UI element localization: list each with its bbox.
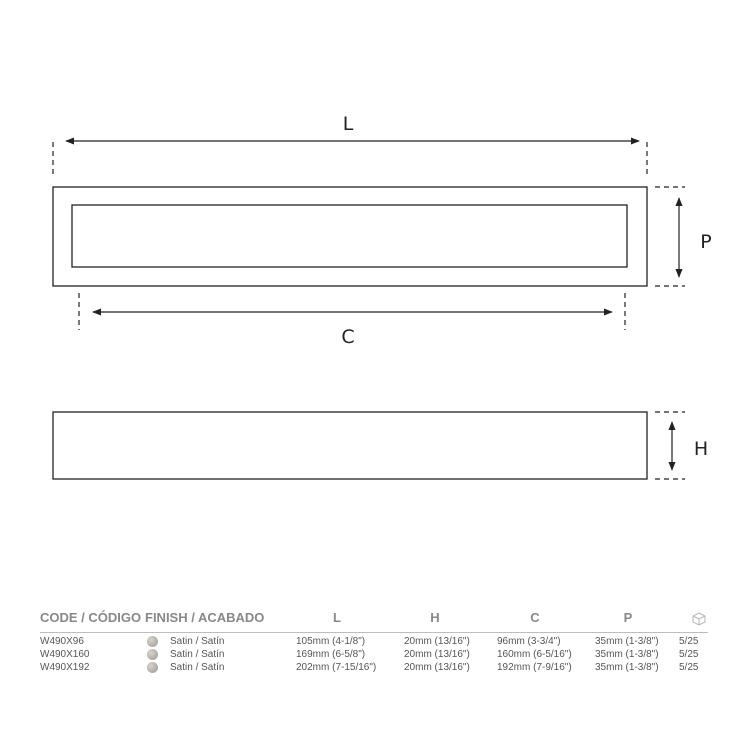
- cell-l: 202mm (7-15/16"): [296, 662, 377, 673]
- cell-p: 35mm (1-3/8"): [595, 636, 659, 647]
- cell-c: 96mm (3-3/4"): [497, 636, 561, 647]
- header-code: CODE / CÓDIGO: [40, 610, 142, 625]
- header-h: H: [430, 610, 440, 625]
- top-view: [53, 187, 647, 286]
- cell-finish: Satin / Satín: [170, 649, 225, 660]
- header-finish: FINISH / ACABADO: [145, 610, 265, 625]
- cell-code: W490X192: [40, 662, 90, 673]
- cell-l: 105mm (4-1/8"): [296, 636, 366, 647]
- center-dimension: [79, 293, 625, 330]
- cell-code: W490X96: [40, 636, 84, 647]
- length-dimension: [53, 141, 647, 178]
- center-label: C: [341, 326, 355, 348]
- cell-l: 169mm (6-5/8"): [296, 649, 366, 660]
- height-dimension: [655, 412, 685, 479]
- cell-finish: Satin / Satín: [170, 636, 225, 647]
- cell-pack: 5/25: [679, 662, 699, 673]
- handle-outline-top: [53, 187, 647, 286]
- cell-pack: 5/25: [679, 636, 699, 647]
- package-icon: [692, 612, 706, 626]
- depth-dimension: [655, 187, 685, 286]
- handle-recess-top: [72, 205, 627, 267]
- header-p: P: [623, 610, 633, 625]
- cell-code: W490X160: [40, 649, 90, 660]
- header-l: L: [333, 610, 341, 625]
- cell-finish: Satin / Satín: [170, 662, 225, 673]
- cell-p: 35mm (1-3/8"): [595, 649, 659, 660]
- length-label: L: [342, 113, 354, 135]
- cell-h: 20mm (13/16"): [404, 636, 470, 647]
- cell-h: 20mm (13/16"): [404, 649, 470, 660]
- handle-outline-side: [53, 412, 647, 479]
- header-c: C: [530, 610, 540, 625]
- cell-c: 160mm (6-5/16"): [497, 649, 572, 660]
- finish-swatch: [147, 649, 158, 660]
- header-divider: [40, 632, 708, 633]
- depth-label: P: [700, 231, 712, 253]
- cell-h: 20mm (13/16"): [404, 662, 470, 673]
- height-label: H: [693, 438, 709, 460]
- finish-swatch: [147, 662, 158, 673]
- cell-c: 192mm (7-9/16"): [497, 662, 572, 673]
- table-row: [40, 636, 708, 649]
- cell-pack: 5/25: [679, 649, 699, 660]
- table-row: [40, 649, 708, 662]
- cell-p: 35mm (1-3/8"): [595, 662, 659, 673]
- finish-swatch: [147, 636, 158, 647]
- table-row: [40, 662, 708, 675]
